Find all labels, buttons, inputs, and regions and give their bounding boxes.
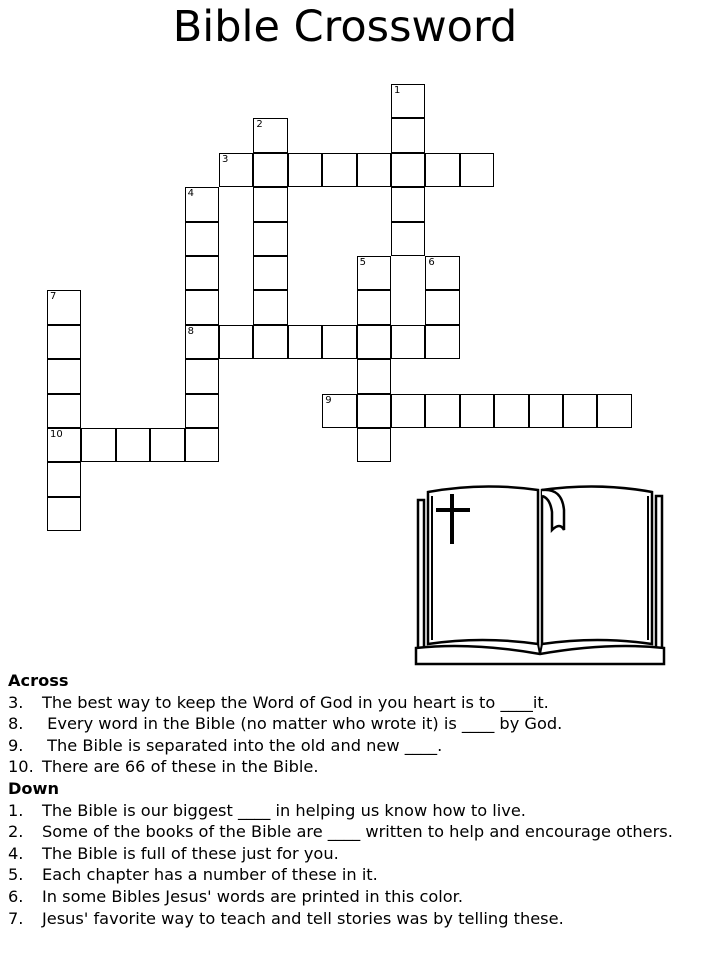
clue-down-1: 1. The Bible is our biggest ____ in helping us know how to live. — [8, 800, 526, 820]
crossword-cell[interactable] — [253, 256, 287, 290]
crossword-cell[interactable] — [391, 394, 425, 428]
clue-number: 1 — [394, 85, 401, 96]
clue-number: 6 — [428, 257, 435, 268]
page-title: Bible Crossword — [172, 2, 518, 52]
crossword-cell[interactable] — [47, 325, 81, 359]
crossword-cell[interactable] — [47, 497, 81, 531]
clue-down-7: 7. Jesus' favorite way to teach and tell stories was by telling these. — [8, 908, 564, 928]
crossword-cell[interactable] — [425, 394, 459, 428]
crossword-cell[interactable] — [357, 325, 391, 359]
crossword-cell[interactable] — [322, 394, 356, 428]
crossword-cell[interactable] — [185, 290, 219, 324]
crossword-cell[interactable] — [425, 325, 459, 359]
crossword-cell[interactable] — [391, 153, 425, 187]
bible-base — [416, 646, 664, 664]
clue-down-2: 2. Some of the books of the Bible are ____ written to help and encourage others. — [8, 822, 673, 842]
clue-number: 2 — [256, 119, 263, 131]
crossword-cell[interactable] — [47, 394, 81, 428]
crossword-cell[interactable] — [185, 187, 219, 221]
clue-list — [8, 670, 718, 929]
crossword-cell[interactable] — [425, 153, 459, 187]
crossword-cell[interactable] — [425, 256, 459, 290]
crossword-cell[interactable] — [253, 153, 287, 187]
crossword-cell[interactable] — [253, 187, 287, 221]
crossword-cell[interactable] — [253, 118, 287, 152]
crossword-cell[interactable] — [322, 325, 356, 359]
crossword-cell[interactable] — [185, 359, 219, 393]
crossword-cell[interactable] — [460, 394, 494, 428]
crossword-cell[interactable] — [563, 394, 597, 428]
crossword-cell[interactable] — [185, 222, 219, 256]
crossword-cell[interactable] — [357, 153, 391, 187]
crossword-cell[interactable] — [425, 290, 459, 324]
crossword-cell[interactable] — [391, 325, 425, 359]
crossword-cell[interactable] — [219, 325, 253, 359]
across-heading: Across — [8, 671, 69, 690]
crossword-cell[interactable] — [529, 394, 563, 428]
crossword-cell[interactable] — [391, 187, 425, 221]
crossword-cell[interactable] — [460, 153, 494, 187]
crossword-cell[interactable] — [357, 290, 391, 324]
open-bible-icon — [412, 482, 668, 668]
crossword-cell[interactable] — [253, 325, 287, 359]
crossword-cell[interactable] — [185, 428, 219, 462]
crossword-cell[interactable] — [150, 428, 184, 462]
clue-across-3: 3. The best way to keep the Word of God in you heart is to ____it. — [8, 692, 549, 712]
crossword-cell[interactable] — [322, 153, 356, 187]
crossword-cell[interactable] — [185, 256, 219, 290]
clue-number: 5 — [359, 257, 366, 268]
crossword-cell[interactable] — [357, 394, 391, 428]
down-heading: Down — [8, 778, 60, 798]
crossword-cell[interactable] — [47, 428, 81, 462]
crossword-cell[interactable] — [47, 359, 81, 393]
crossword-cell[interactable] — [357, 428, 391, 462]
crossword-cell[interactable] — [81, 428, 115, 462]
across-clues — [8, 692, 718, 778]
crossword-cell[interactable] — [47, 290, 81, 324]
crossword-cell[interactable] — [288, 153, 322, 187]
clue-number: 3 — [222, 153, 229, 165]
crossword-cell[interactable] — [357, 359, 391, 393]
crossword-cell[interactable] — [391, 222, 425, 256]
crossword-cell[interactable] — [116, 428, 150, 462]
crossword-cell[interactable] — [47, 462, 81, 496]
crossword-cell[interactable] — [185, 394, 219, 428]
crossword-cell[interactable] — [253, 222, 287, 256]
clue-number: 8 — [187, 325, 194, 337]
clue-number: 10 — [50, 429, 63, 440]
clue-down-5: 5. Each chapter has a number of these in it. — [8, 865, 378, 885]
clue-number: 4 — [187, 188, 194, 200]
clue-down-4: 4. The Bible is full of these just for you. — [8, 843, 339, 863]
crossword-cell[interactable] — [494, 394, 528, 428]
crossword-cell[interactable] — [253, 290, 287, 324]
clue-across-9: 9. The Bible is separated into the old and new ____. — [8, 735, 443, 755]
clue-number: 7 — [50, 291, 57, 303]
crossword-cell[interactable] — [391, 84, 425, 118]
clue-across-10: 10. There are 66 of these in the Bible. — [8, 757, 319, 777]
crossword-cell[interactable] — [357, 256, 391, 290]
down-clues — [8, 800, 718, 930]
crossword-cell[interactable] — [185, 325, 219, 359]
crossword-cell[interactable] — [597, 394, 631, 428]
clue-number: 9 — [325, 394, 332, 406]
crossword-cell[interactable] — [391, 118, 425, 152]
clue-across-8: 8. Every word in the Bible (no matter who wrote it) is ____ by God. — [8, 714, 563, 734]
clue-down-6: 6. In some Bibles Jesus' words are printed in this color. — [8, 886, 463, 906]
crossword-cell[interactable] — [219, 153, 253, 187]
crossword-cell[interactable] — [288, 325, 322, 359]
